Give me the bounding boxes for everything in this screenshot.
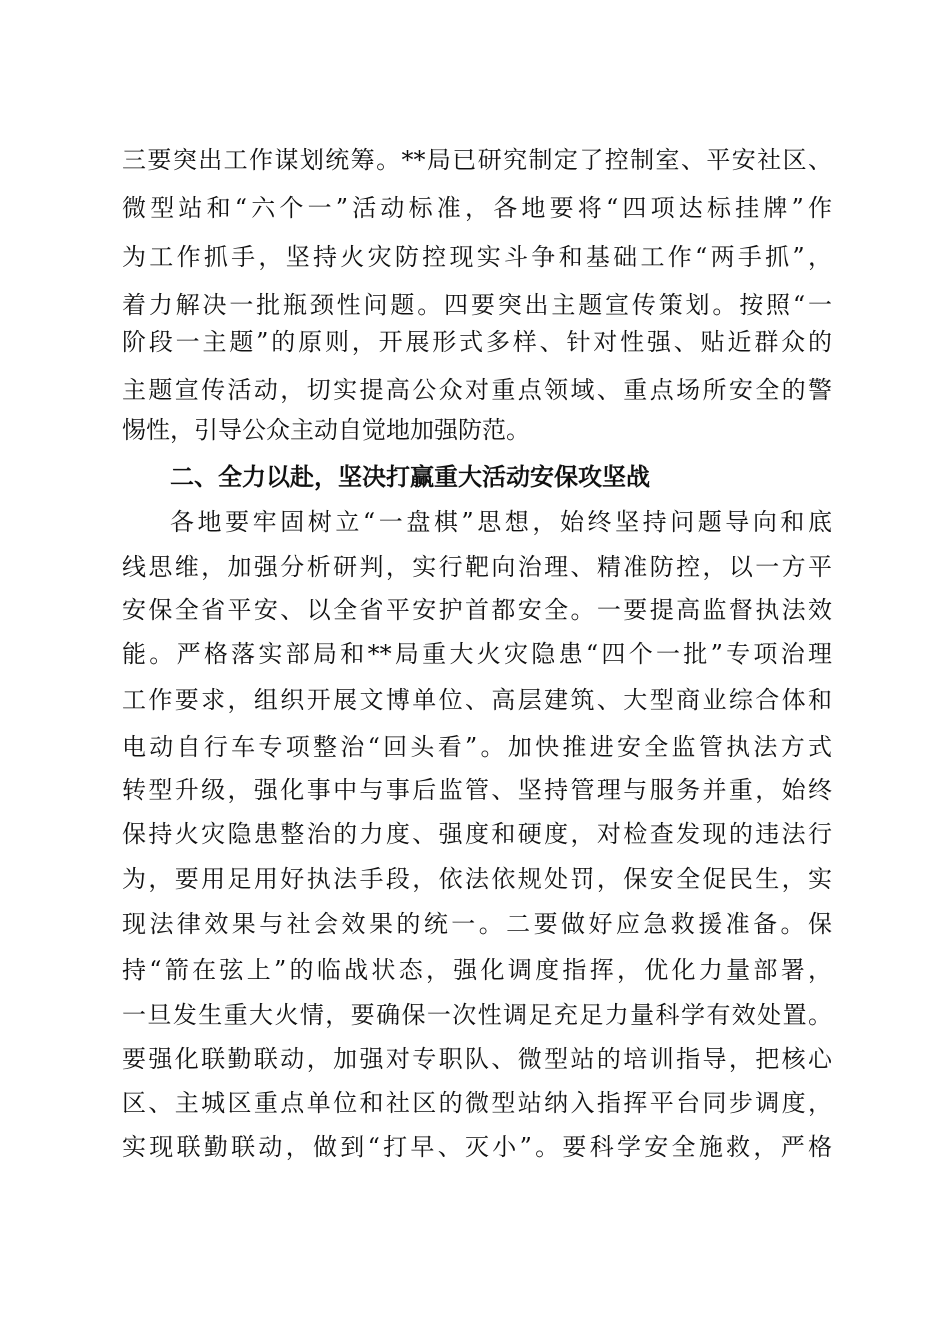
paragraph-2-line-5: 工作要求，组织开展文博单位、高层建筑、大型商业综合体和	[122, 686, 832, 714]
paragraph-2-line-10: 现法律效果与社会效果的统一。二要做好应急救援准备。保	[122, 910, 832, 938]
paragraph-2-line-13: 要强化联勤联动，加强对专职队、微型站的培训指导，把核心	[122, 1045, 832, 1073]
paragraph-2-line-8: 保持火灾隐患整治的力度、强度和硬度，对检查发现的违法行	[122, 820, 832, 848]
paragraph-2-line-11: 持“箭在弦上”的临战状态，强化调度指挥，优化力量部署，	[122, 956, 832, 984]
paragraph-1-line-6: 主题宣传活动，切实提高公众对重点领域、重点场所安全的警	[122, 376, 832, 404]
paragraph-2-line-12: 一旦发生重大火情，要确保一次性调足充足力量科学有效处置。	[122, 1001, 832, 1029]
paragraph-2-line-6: 电动自行车专项整治“回头看”。加快推进安全监管执法方式	[122, 733, 832, 761]
paragraph-1-line-5: 阶段一主题”的原则，开展形式多样、针对性强、贴近群众的	[122, 328, 832, 356]
paragraph-2-line-3: 安保全省平安、以全省平安护首都安全。一要提高监督执法效	[122, 596, 832, 624]
paragraph-2-line-14: 区、主城区重点单位和社区的微型站纳入指挥平台同步调度，	[122, 1089, 832, 1117]
paragraph-1-line-4: 着力解决一批瓶颈性问题。四要突出主题宣传策划。按照“一	[122, 291, 832, 319]
paragraph-1-line-1: 三要突出工作谋划统筹。**局已研究制定了控制室、平安社区、	[122, 146, 832, 174]
paragraph-2-line-2: 线思维，加强分析研判，实行靶向治理、精准防控，以一方平	[122, 553, 832, 581]
section-heading: 二、全力以赴，坚决打赢重大活动安保攻坚战	[170, 463, 650, 491]
paragraph-1-line-3: 为工作抓手，坚持火灾防控现实斗争和基础工作“两手抓”，	[122, 243, 832, 271]
paragraph-2-line-9: 为，要用足用好执法手段，依法依规处罚，保安全促民生，实	[122, 865, 832, 893]
paragraph-1-line-7: 惕性，引导公众主动自觉地加强防范。	[122, 416, 530, 444]
paragraph-2-line-15: 实现联勤联动，做到“打早、灭小”。要科学安全施救，严格	[122, 1133, 832, 1161]
paragraph-2-line-7: 转型升级，强化事中与事后监管、坚持管理与服务并重，始终	[122, 776, 832, 804]
paragraph-2-line-1: 各地要牢固树立“一盘棋”思想，始终坚持问题导向和底	[170, 508, 832, 536]
paragraph-1-line-2: 微型站和“六个一”活动标准，各地要将“四项达标挂牌”作	[122, 194, 832, 222]
paragraph-2-line-4: 能。严格落实部局和**局重大火灾隐患“四个一批”专项治理	[122, 640, 832, 668]
